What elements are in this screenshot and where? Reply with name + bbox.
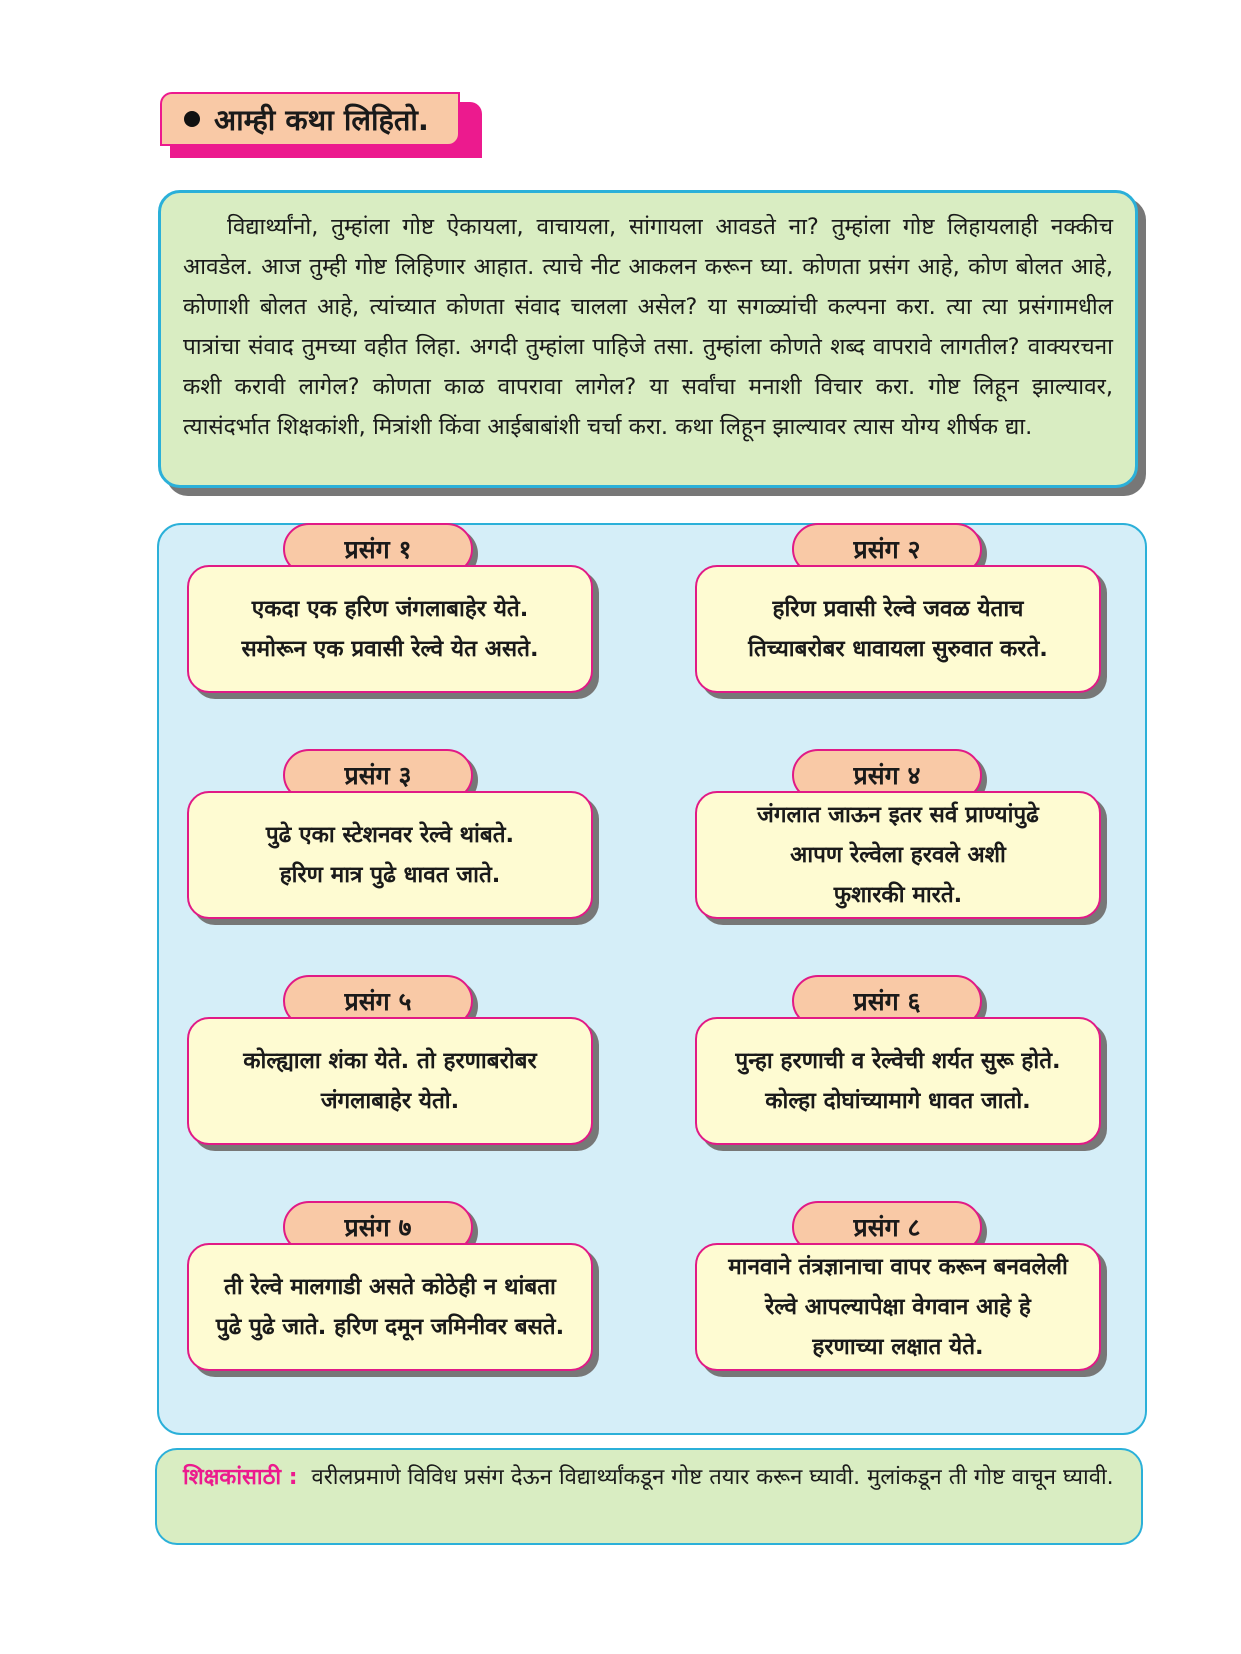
scene-5-card (187, 1017, 593, 1145)
scene-7-card (187, 1243, 593, 1371)
scene-5-line-2: जंगलाबाहेर येतो. (320, 1088, 460, 1114)
scenes-panel (157, 523, 1147, 1435)
heading (160, 92, 460, 146)
scene-4-line-3: फुशारकी मारते. (833, 882, 963, 908)
scene-8-line-1: मानवाने तंत्रज्ञानाचा वापर करून बनवलेली (728, 1254, 1068, 1280)
scene-4-label: प्रसंग ४ (792, 749, 982, 801)
scene-5-line-1: कोल्ह्याला शंका येते. तो हरणाबरोबर (243, 1048, 537, 1074)
scene-1-card (187, 565, 593, 693)
bullet-icon (184, 111, 200, 127)
scene-2-label: प्रसंग २ (792, 523, 982, 575)
scene-3-line-1: पुढे एका स्टेशनवर रेल्वे थांबते. (265, 822, 515, 848)
heading-box (160, 92, 482, 158)
teacher-note-label: शिक्षकांसाठी : (183, 1465, 298, 1490)
scene-3-line-2: हरिण मात्र पुढे धावत जाते. (279, 862, 501, 888)
teacher-note (155, 1448, 1143, 1545)
scene-2-card (695, 565, 1101, 693)
scene-7-label: प्रसंग ७ (283, 1201, 473, 1253)
scene-4-line-1: जंगलात जाऊन इतर सर्व प्राण्यांपुढे (757, 802, 1039, 828)
scene-8-card (695, 1243, 1101, 1371)
scene-2-line-1: हरिण प्रवासी रेल्वे जवळ येताच (772, 596, 1024, 622)
scene-3-card (187, 791, 593, 919)
scene-4-card (695, 791, 1101, 919)
scene-1-line-1: एकदा एक हरिण जंगलाबाहेर येते. (251, 596, 529, 622)
scene-7-line-1: ती रेल्वे मालगाडी असते कोठेही न थांबता (224, 1274, 556, 1300)
scene-6-card (695, 1017, 1101, 1145)
intro-paragraph: विद्यार्थ्यांनो, तुम्हांला गोष्ट ऐकायला, वाचायला, सांगायला आवडते ना? तुम्हांला गोष्ट लिहायलाही नक्कीच आवडेल. आज तुम्ही गोष्ट लिहिणार आहात. त्याचे नीट आकलन करून घ्या. कोणता प्रसंग आहे, कोण बोलत आहे, कोणाशी बोलत आहे, त्यांच्यात कोणता संवाद चालला असेल? या सगळ्यांची कल्पना करा. त्या त्या प्रसंगामधील पात्रांचा संवाद तुमच्या वहीत लिहा. अगदी तुम्हांला पाहिजे तसा. तुम्हांला कोणते शब्द वापरावे लागतील? वाक्यरचना कशी करावी लागेल? कोणता काळ वापरावा लागेल? या सर्वांचा मनाशी विचार करा. गोष्ट लिहून झाल्यावर, त्यासंदर्भात शिक्षकांशी, मित्रांशी किंवा आईबाबांशी चर्चा करा. कथा लिहून झाल्यावर त्यास योग्य शीर्षक द्या. (158, 190, 1138, 488)
scene-8-line-3: हरणाच्या लक्षात येते. (812, 1334, 984, 1360)
scene-5-label: प्रसंग ५ (283, 975, 473, 1027)
teacher-note-text: वरीलप्रमाणे विविध प्रसंग देऊन विद्यार्थ्यांकडून गोष्ट तयार करून घ्यावी. मुलांकडून ती गोष्ट वाचून घ्यावी. (311, 1465, 1114, 1490)
scene-6-line-1: पुन्हा हरणाची व रेल्वेची शर्यत सुरू होते. (735, 1048, 1061, 1074)
scene-7-line-2: पुढे पुढे जाते. हरिण दमून जमिनीवर बसते. (215, 1314, 565, 1340)
scene-6-line-2: कोल्हा दोघांच्यामागे धावत जातो. (765, 1088, 1031, 1114)
scene-1-label: प्रसंग १ (283, 523, 473, 575)
heading-text: आम्ही कथा लिहितो. (214, 102, 429, 137)
scene-6-label: प्रसंग ६ (792, 975, 982, 1027)
scene-8-line-2: रेल्वे आपल्यापेक्षा वेगवान आहे हे (765, 1294, 1031, 1320)
scene-2-line-2: तिच्याबरोबर धावायला सुरुवात करते. (748, 636, 1048, 662)
scene-8-label: प्रसंग ८ (792, 1201, 982, 1253)
scene-1-line-2: समोरून एक प्रवासी रेल्वे येत असते. (241, 636, 539, 662)
scene-4-line-2: आपण रेल्वेला हरवले अशी (790, 842, 1006, 868)
scene-3-label: प्रसंग ३ (283, 749, 473, 801)
